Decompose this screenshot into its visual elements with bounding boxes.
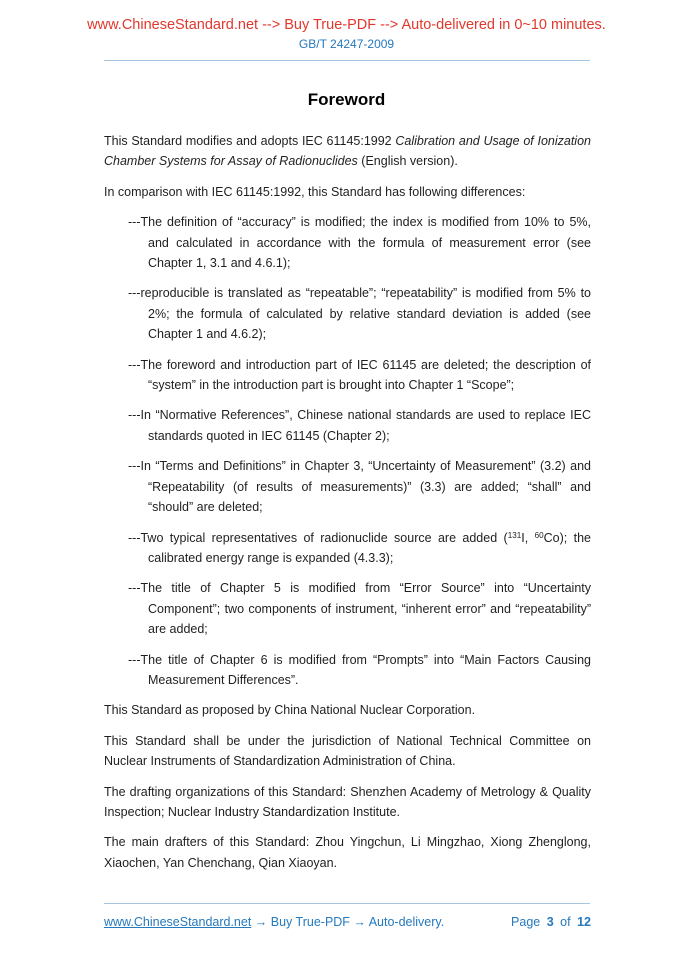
intro-paragraph	[104, 131, 591, 172]
difference-item	[128, 355, 591, 396]
difference-item	[128, 456, 591, 517]
text-segment: ---In “Normative References”, Chinese national standards are used to replace IEC standards quoted in IEC 61145 (Chapter 2);	[128, 408, 591, 443]
text-segment: ---Two typical representatives of radionuclide source are added (	[128, 530, 508, 545]
isotope-superscript: 131	[507, 530, 522, 540]
isotope-superscript: 60	[534, 530, 544, 540]
header-promo-link[interactable]: www.ChineseStandard.net --> Buy True-PDF --> Auto-delivered in 0~10 minutes.	[87, 17, 606, 33]
text-segment: (English version).	[357, 154, 458, 169]
footer-tagline-text: → Buy True-PDF → Auto-delivery.	[251, 915, 445, 929]
closing-paragraph: The main drafters of this Standard: Zhou Yingchun, Li Mingzhao, Xiong Zhenglong, Xiaochen, Yan Chenchang, Qian Xiaoyan.	[104, 835, 591, 870]
closing-paragraphs	[104, 700, 591, 873]
page-current: 3	[546, 915, 554, 929]
footer-site-link[interactable]: www.ChineseStandard.net	[104, 915, 252, 929]
difference-item	[128, 212, 591, 273]
footer-tagline	[104, 913, 444, 931]
page-label: Page	[511, 915, 541, 929]
referenced-title-italic: Calibration and Usage of Ionization Chamber Systems for Assay of Radionuclides	[104, 134, 591, 169]
standard-code: GB/T 24247-2009	[298, 37, 395, 51]
text-segment: Co); the calibrated energy range is expanded (4.3.3);	[148, 530, 592, 565]
closing-paragraph: This Standard as proposed by China National Nuclear Corporation.	[104, 703, 476, 718]
difference-item	[128, 405, 591, 446]
text-segment: ---reproducible is translated as “repeatable”; “repeatability” is modified from 5% to 2%; the formula of calculated by relative standard deviation is added (see Chapter 1 and 4.6.2);	[128, 286, 591, 342]
differences-list	[104, 212, 591, 690]
of-label: of	[560, 915, 571, 929]
page-total: 12	[577, 915, 591, 929]
page-indicator	[511, 913, 591, 931]
closing-paragraph: This Standard shall be under the jurisdiction of National Technical Committee on Nuclear Instruments of Standardization Administration of China.	[104, 733, 591, 769]
text-segment: I,	[521, 530, 535, 545]
text-segment: This Standard modifies and adopts IEC 61145:1992	[104, 134, 396, 148]
closing-paragraph: The drafting organizations of this Standard: Shenzhen Academy of Metrology & Quality Inspection; Nuclear Industry Standardization Institute.	[104, 784, 591, 819]
text-segment: ---The title of Chapter 6 is modified from “Prompts” into “Main Factors Causing Measurement Differences”.	[128, 652, 591, 687]
difference-item	[128, 578, 591, 639]
text-segment: ---The title of Chapter 5 is modified from “Error Source” into “Uncertainty Component”; two components of instrument, “inherent error” and “repeatability” are added;	[128, 581, 591, 637]
document-body	[104, 131, 591, 883]
intro-lead: In comparison with IEC 61145:1992, this Standard has following differences:	[104, 184, 526, 199]
text-segment: ---The foreword and introduction part of IEC 61145 are deleted; the description of “system” in the introduction part is brought into Chapter 1 “Scope”;	[128, 357, 591, 393]
footer-divider	[104, 903, 590, 904]
header-divider	[104, 60, 590, 61]
difference-item	[128, 650, 591, 691]
difference-item	[128, 283, 591, 344]
page-title: Foreword	[307, 90, 386, 109]
footer	[104, 913, 591, 931]
text-segment: ---In “Terms and Definitions” in Chapter 3, “Uncertainty of Measurement” (3.2) and “Repeatability (of results of measurements)” (3.3) are added; “shall” and “should” are deleted;	[128, 459, 591, 515]
text-segment: ---The definition of “accuracy” is modified; the index is modified from 10% to 5%, and calculated in accordance with the formula of measurement error (see Chapter 1, 3.1 and 4.6.1);	[128, 215, 591, 271]
difference-item	[128, 528, 591, 569]
